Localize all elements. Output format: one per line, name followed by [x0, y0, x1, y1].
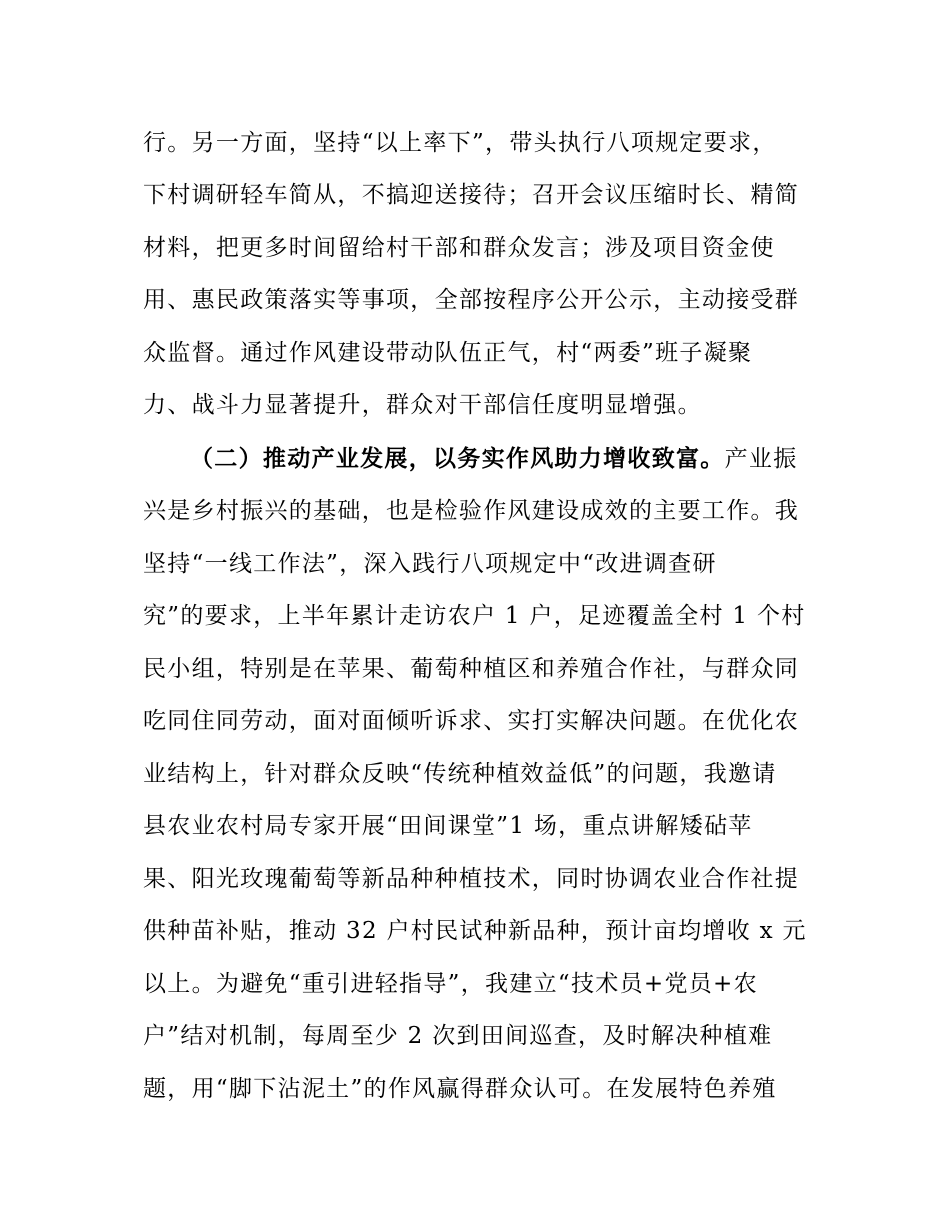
paragraph-1-line-4: 用、惠民政策落实等事项，全部按程序公开公示，主动接受群 — [143, 287, 800, 313]
paragraph-1-line-3: 材料，把更多时间留给村干部和群众发言；涉及项目资金使 — [143, 235, 775, 261]
paragraph-2-line-7: 业结构上，针对群众反映“传统种植效益低”的问题，我邀请 — [143, 761, 777, 787]
paragraph-2-line-8: 县农业农村局专家开展“田间课堂”1 场，重点讲解矮砧苹 — [143, 813, 753, 839]
paragraph-2-line-9: 果、阳光玫瑰葡萄等新品种种植技术，同时协调农业合作社提 — [143, 866, 800, 892]
paragraph-2-line-3: 坚持“一线工作法”，深入践行八项规定中“改进调查研 — [143, 551, 717, 577]
paragraph-2-line-13: 题，用“脚下沾泥土”的作风赢得群众认可。在发展特色养殖 — [143, 1076, 777, 1102]
section-heading: （二）推动产业发展，以务实作风助力增收致富。 — [190, 445, 725, 472]
paragraph-2-line-6: 吃同住同劳动，面对面倾听诉求、实打实解决问题。在优化农 — [143, 708, 800, 734]
paragraph-2-line-4: 究”的要求，上半年累计走访农户 1 户，足迹覆盖全村 1 个村 — [143, 603, 806, 629]
heading-line-continuation: 产业振 — [724, 446, 798, 472]
paragraph-1-line-5: 众监督。通过作风建设带动队伍正气，村“两委”班子凝聚 — [143, 340, 753, 366]
paragraph-1-line-2: 下村调研轻车简从，不搞迎送接待；召开会议压缩时长、精简 — [143, 182, 800, 208]
paragraph-1-line-1: 行。另一方面，坚持“以上率下”，带头执行八项规定要求， — [143, 130, 777, 156]
paragraph-2-line-11: 以上。为避免“重引进轻指导”，我建立“技术员+党员+农 — [143, 971, 758, 997]
paragraph-2-line-2: 兴是乡村振兴的基础，也是检验作风建设成效的主要工作。我 — [143, 498, 800, 524]
paragraph-2-line-5: 民小组，特别是在苹果、葡萄种植区和养殖合作社，与群众同 — [143, 656, 800, 682]
paragraph-1-line-6: 力、战斗力显著提升，群众对干部信任度明显增强。 — [143, 392, 702, 418]
paragraph-2-line-12: 户”结对机制，每周至少 2 次到田间巡查，及时解决种植难 — [143, 1023, 773, 1049]
paragraph-2-line-10: 供种苗补贴，推动 32 户村民试种新品种，预计亩均增收 x 元 — [143, 918, 807, 944]
paragraph-2-line-1 — [190, 444, 798, 474]
